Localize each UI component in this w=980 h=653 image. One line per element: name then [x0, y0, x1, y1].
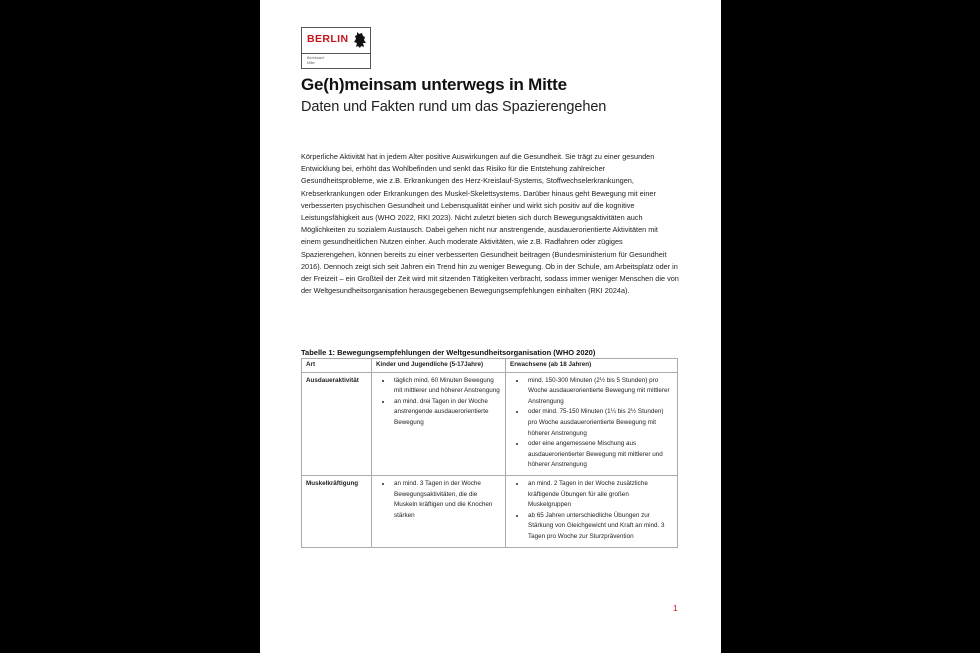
list-item: • mind. 150-300 Minuten (2½ bis 5 Stunden) pro Woche ausdauerorientierte Bewegung mit mittlerer Anstrengung: [526, 376, 673, 408]
berlin-logo: [301, 27, 371, 69]
bullet-list: [376, 479, 501, 521]
intro-paragraph: Körperliche Aktivität hat in jedem Alter positive Auswirkungen auf die Gesundheit. Sie trägt zu einer gesunden Entwicklung bei, erhöht das Wohlbefinden und senkt das Risiko für die Entstehung zahlreicher Gesundheitsprobleme, wie z.B. Erkrankungen des Herz-Kreislauf-Systems, Stoffwechselerkrankungen, Krebserkrankungen oder Erkrankungen des Muskel-Skelettsystems. Darüber hinaus geht Bewegung mit einer verbesserten psychischen Gesundheit und Lebensqualität einher und wirkt sich positiv auf die kognitive Leistungsfähigkeit aus (WHO 2022, RKI 2023). Nicht zuletzt bieten sich durch Bewegungsaktivitäten auch Möglichkeiten zu sozialem Austausch. Dabei gehen nicht nur anstrengende, ausdauerorientierte Aktivitäten mit einem gesundheitlichen Nutzen einher. Auch moderate Aktivitäten, wie z.B. Radfahren oder zügiges Spazierengehen, können bereits zu einer verbesserten Gesundheit beitragen (Bundesministerium für Gesundheit 2016). Dennoch zeigt sich seit Jahren ein Trend hin zu weniger Bewegung. Ob in der Schule, am Arbeitsplatz oder in der Freizeit – ein Großteil der Zeit wird mit sitzenden Tätigkeiten verbracht, sodass immer weniger Menschen die von der Weltgesundheitsorganisation herausgegebenen Bewegungsempfehlungen einhalten (RKI 2024a).: [301, 152, 679, 296]
recommendations-table: [301, 358, 678, 548]
table-row: [302, 372, 678, 475]
table-row: [302, 475, 678, 547]
table-caption: Tabelle 1: Bewegungsempfehlungen der Weltgesundheitsorganisation (WHO 2020): [301, 348, 596, 357]
kinder-cell: [372, 475, 506, 547]
header-cell: Kinder und Jugendliche (5-17Jahre): [372, 359, 506, 373]
list-item: • an mind. 2 Tagen in der Woche zusätzliche kräftigende Übungen für alle großen Muskelgruppen: [526, 479, 673, 511]
list-item: • an mind. drei Tagen in der Woche anstrengende ausdauerorientierte Bewegung: [392, 397, 501, 429]
logo-subtext: Bezirksamt Mitte: [307, 56, 325, 65]
row-category: Ausdaueraktivität: [302, 372, 372, 475]
logo-wordmark: BERLIN: [307, 33, 349, 45]
list-item: • an mind. 3 Tagen in der Woche Bewegungsaktivitäten, die die Muskeln kräftigen und die Knochen stärken: [392, 479, 501, 521]
erwachsene-cell: [506, 372, 678, 475]
header-cell: Art: [302, 359, 372, 373]
list-item: • oder eine angemessene Mischung aus ausdauerorientierter Bewegung mit mittlerer und höherer Anstrengung: [526, 439, 673, 471]
list-item: • täglich mind. 60 Minuten Bewegung mit mittlerer und höherer Anstrengung: [392, 376, 501, 397]
list-item: • oder mind. 75-150 Minuten (1¼ bis 2½ Stunden) pro Woche ausdauerorientierte Bewegung mit höherer Anstrengung: [526, 407, 673, 439]
page-number: 1: [673, 603, 678, 613]
document-subtitle: Daten und Fakten rund um das Spazierengehen: [301, 99, 607, 115]
document-page: [260, 0, 721, 653]
header-cell: Erwachsene (ab 18 Jahren): [506, 359, 678, 373]
kinder-cell: [372, 372, 506, 475]
bullet-list: [510, 376, 673, 471]
bullet-list: [376, 376, 501, 429]
erwachsene-cell: [506, 475, 678, 547]
row-category: Muskelkräftigung: [302, 475, 372, 547]
document-title: Ge(h)meinsam unterwegs in Mitte: [301, 75, 567, 94]
table-header-row: [302, 359, 678, 373]
list-item: • ab 65 Jahren unterschiedliche Übungen zur Stärkung von Gleichgewicht und Kraft an mind. 3 Tagen pro Woche zur Sturzprävention: [526, 511, 673, 543]
bullet-list: [510, 479, 673, 543]
berlin-bear-icon: [353, 31, 367, 49]
logo-divider: [302, 53, 370, 54]
